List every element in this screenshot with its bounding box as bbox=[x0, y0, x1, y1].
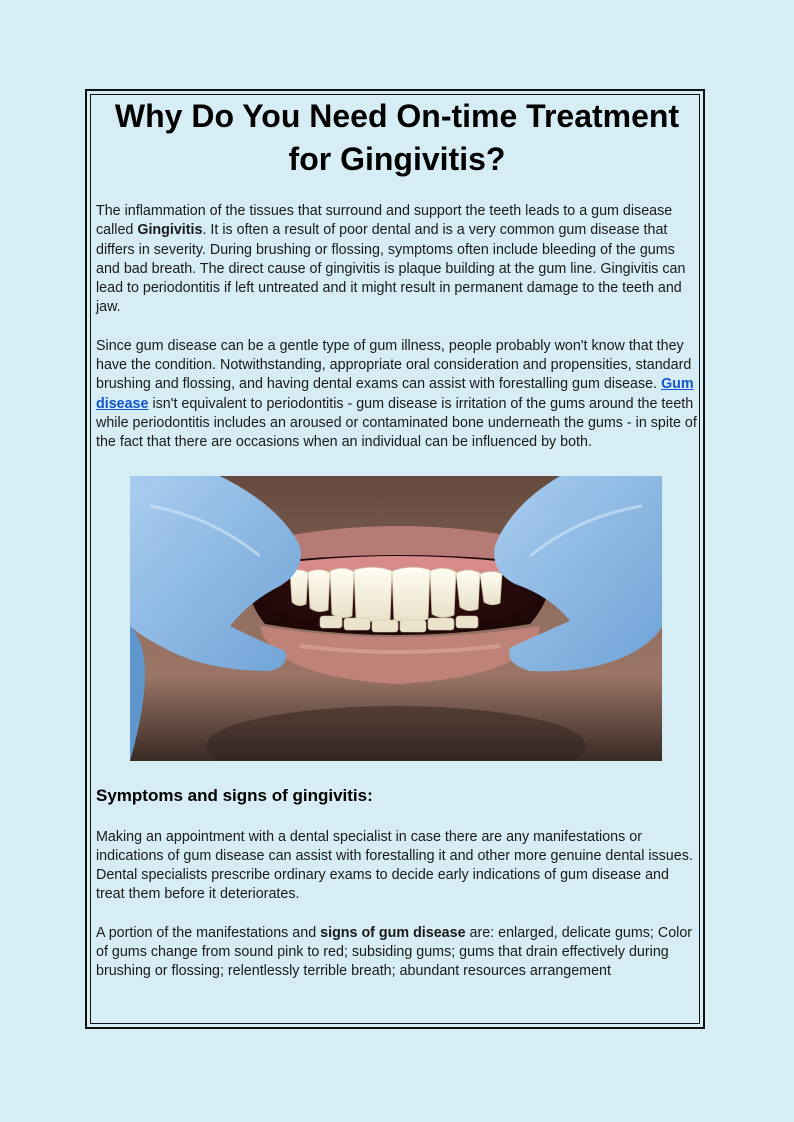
page-title: Why Do You Need On-time Treatment for Gingivitis? bbox=[114, 98, 680, 177]
gingivitis-photo bbox=[130, 476, 662, 761]
intro-bold-term: Gingivitis bbox=[137, 222, 203, 239]
article bbox=[96, 95, 698, 982]
intro-paragraph bbox=[96, 202, 698, 318]
intro-text-start: The inflammation of the tissues that surround and support the teeth leads to a gum disease called bbox=[96, 203, 673, 239]
appointment-paragraph: Making an appointment with a dental specialist in case there are any manifestations or indications of gum disease can assist with forestalling it and other more genuine dental issues. Dental specialists prescribe ordinary exams to decide early indications of gum disease and treat them before it deteriorates. bbox=[96, 828, 693, 903]
signs-bold-term: signs of gum disease bbox=[320, 924, 466, 941]
section-heading: Symptoms and signs of gingivitis: bbox=[96, 785, 373, 805]
intro-text-end: . It is often a result of poor dental and is a very common gum disease that differs in severity. During brushing or flossing, symptoms often include bleeding of the gums and bad breath. The direct cause of gingivitis is plaque building at the gum line. Gingivitis can lead to periodontitis if left untreated and it might result in permanent damage to the teeth and jaw. bbox=[96, 222, 686, 316]
paragraph4-text-end: are: enlarged, delicate gums; Color of gums change from sound pink to red; subsiding gums; gums that drain effectively during brushing or flossing; relentlessly terrible breath; abundant resources arrangement bbox=[96, 924, 693, 980]
paragraph2-text-start: Since gum disease can be a gentle type of gum illness, people probably won't know that they have the condition. Notwithstanding, appropriate oral consideration and propensities, standard brushing and flossing, and having dental exams can assist with forestalling gum disease. bbox=[96, 337, 692, 393]
gum-disease-paragraph bbox=[96, 337, 698, 453]
symptoms-paragraph bbox=[96, 924, 698, 982]
gum-disease-link[interactable]: Gum disease bbox=[96, 376, 694, 412]
paragraph4-text-start: A portion of the manifestations and bbox=[96, 924, 321, 941]
paragraph2-text-end: isn't equivalent to periodontitis - gum disease is irritation of the gums around the teeth while periodontitis includes an aroused or contaminated bone underneath the gums - in spite of the fact that there are occasions when an individual can be influenced by both. bbox=[96, 395, 697, 451]
